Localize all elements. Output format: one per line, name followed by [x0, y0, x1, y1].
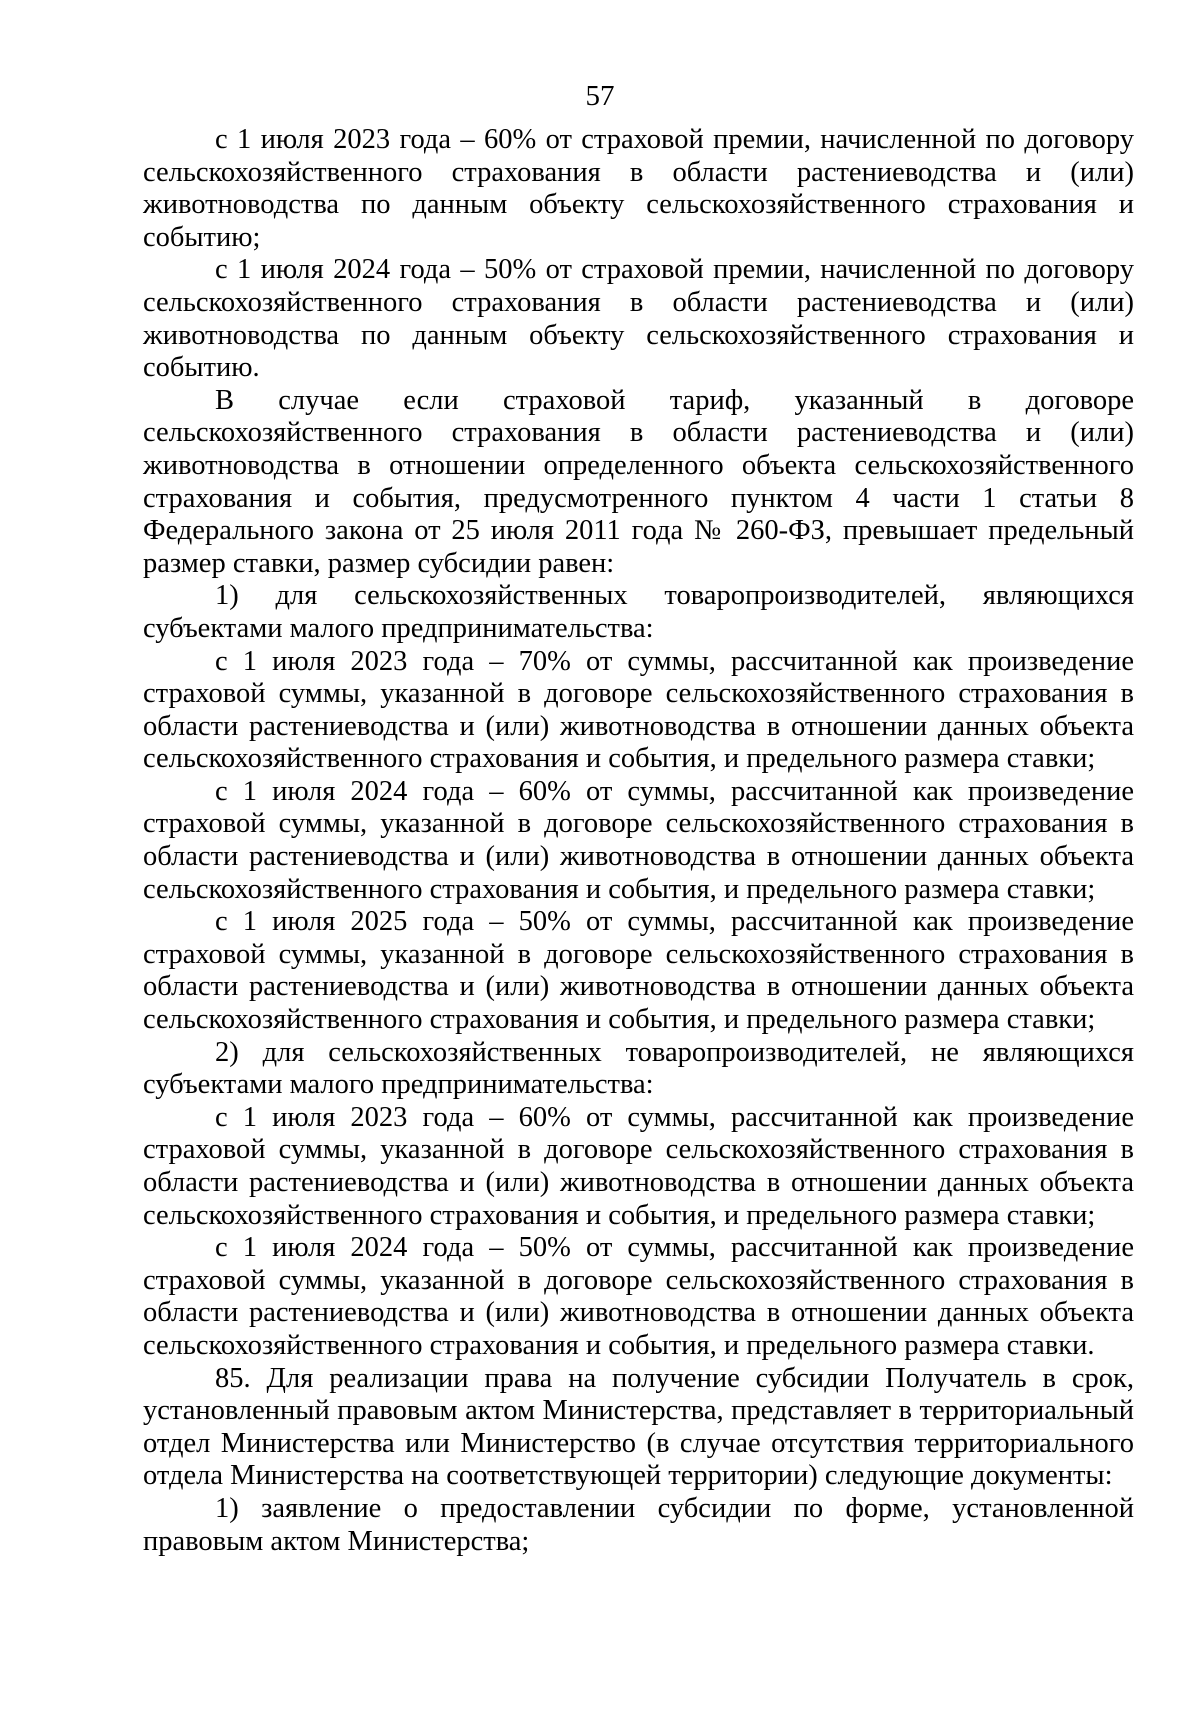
paragraph-not-small-business-2023: с 1 июля 2023 года – 60% от суммы, рассчитанной как произведение страховой суммы, указанной в договоре сельскохозяйственного страхования в области растениеводства и (или) животноводства в отношении данных объекта сельскохозяйственного страхования и события, и предельного размера ставки;	[143, 1101, 1134, 1231]
paragraph-tariff-exceeds-limit: В случае если страховой тариф, указанный в договоре сельскохозяйственного страхования в области растениеводства и (или) животноводства в отношении определенного объекта сельскохозяйственного страхования и события, предусмотренного пунктом 4 части 1 статьи 8 Федерального закона от 25 июля 2011 года № 260-ФЗ, превышает предельный размер ставки, размер субсидии равен:	[143, 384, 1134, 579]
paragraph-clause-85: 85. Для реализации права на получение субсидии Получатель в срок, установленный правовым актом Министерства, представляет в территориальный отдел Министерства или Министерство (в случае отсутствия территориального отдела Министерства на соответствующей территории) следующие документы:	[143, 1362, 1134, 1492]
list-item-small-business: 1) для сельскохозяйственных товаропроизводителей, являющихся субъектами малого предпринимательства:	[143, 580, 1134, 644]
paragraph-subsidy-2023-premium: с 1 июля 2023 года – 60% от страховой премии, начисленной по договору сельскохозяйственного страхования в области растениеводства и (или) животноводства по данным объекту сельскохозяйственного страхования и событию;	[143, 124, 1134, 253]
list-item-not-small-business: 2) для сельскохозяйственных товаропроизводителей, не являющихся субъектами малого предпринимательства:	[143, 1036, 1134, 1101]
paragraph-small-business-2025: с 1 июля 2025 года – 50% от суммы, рассчитанной как произведение страховой суммы, указанной в договоре сельскохозяйственного страхования в области растениеводства и (или) животноводства в отношении данных объекта сельскохозяйственного страхования и события, и предельного размера ставки;	[143, 906, 1134, 1036]
document-body	[143, 124, 1134, 1558]
paragraph-not-small-business-2024: с 1 июля 2024 года – 50% от суммы, рассчитанной как произведение страховой суммы, указанной в договоре сельскохозяйственного страхования в области растениеводства и (или) животноводства в отношении данных объекта сельскохозяйственного страхования и события, и предельного размера ставки.	[143, 1232, 1134, 1361]
list-item-application: 1) заявление о предоставлении субсидии по форме, установленной правовым актом Министерства;	[143, 1492, 1134, 1557]
paragraph-small-business-2024: с 1 июля 2024 года – 60% от суммы, рассчитанной как произведение страховой суммы, указанной в договоре сельскохозяйственного страхования в области растениеводства и (или) животноводства в отношении данных объекта сельскохозяйственного страхования и события, и предельного размера ставки;	[143, 775, 1134, 905]
paragraph-subsidy-2024-premium: с 1 июля 2024 года – 50% от страховой премии, начисленной по договору сельскохозяйственного страхования в области растениеводства и (или) животноводства по данным объекту сельскохозяйственного страхования и событию.	[143, 254, 1134, 384]
page-number: 57	[585, 80, 615, 112]
paragraph-small-business-2023: с 1 июля 2023 года – 70% от суммы, рассчитанной как произведение страховой суммы, указанной в договоре сельскохозяйственного страхования в области растениеводства и (или) животноводства в отношении данных объекта сельскохозяйственного страхования и события, и предельного размера ставки;	[143, 645, 1134, 775]
